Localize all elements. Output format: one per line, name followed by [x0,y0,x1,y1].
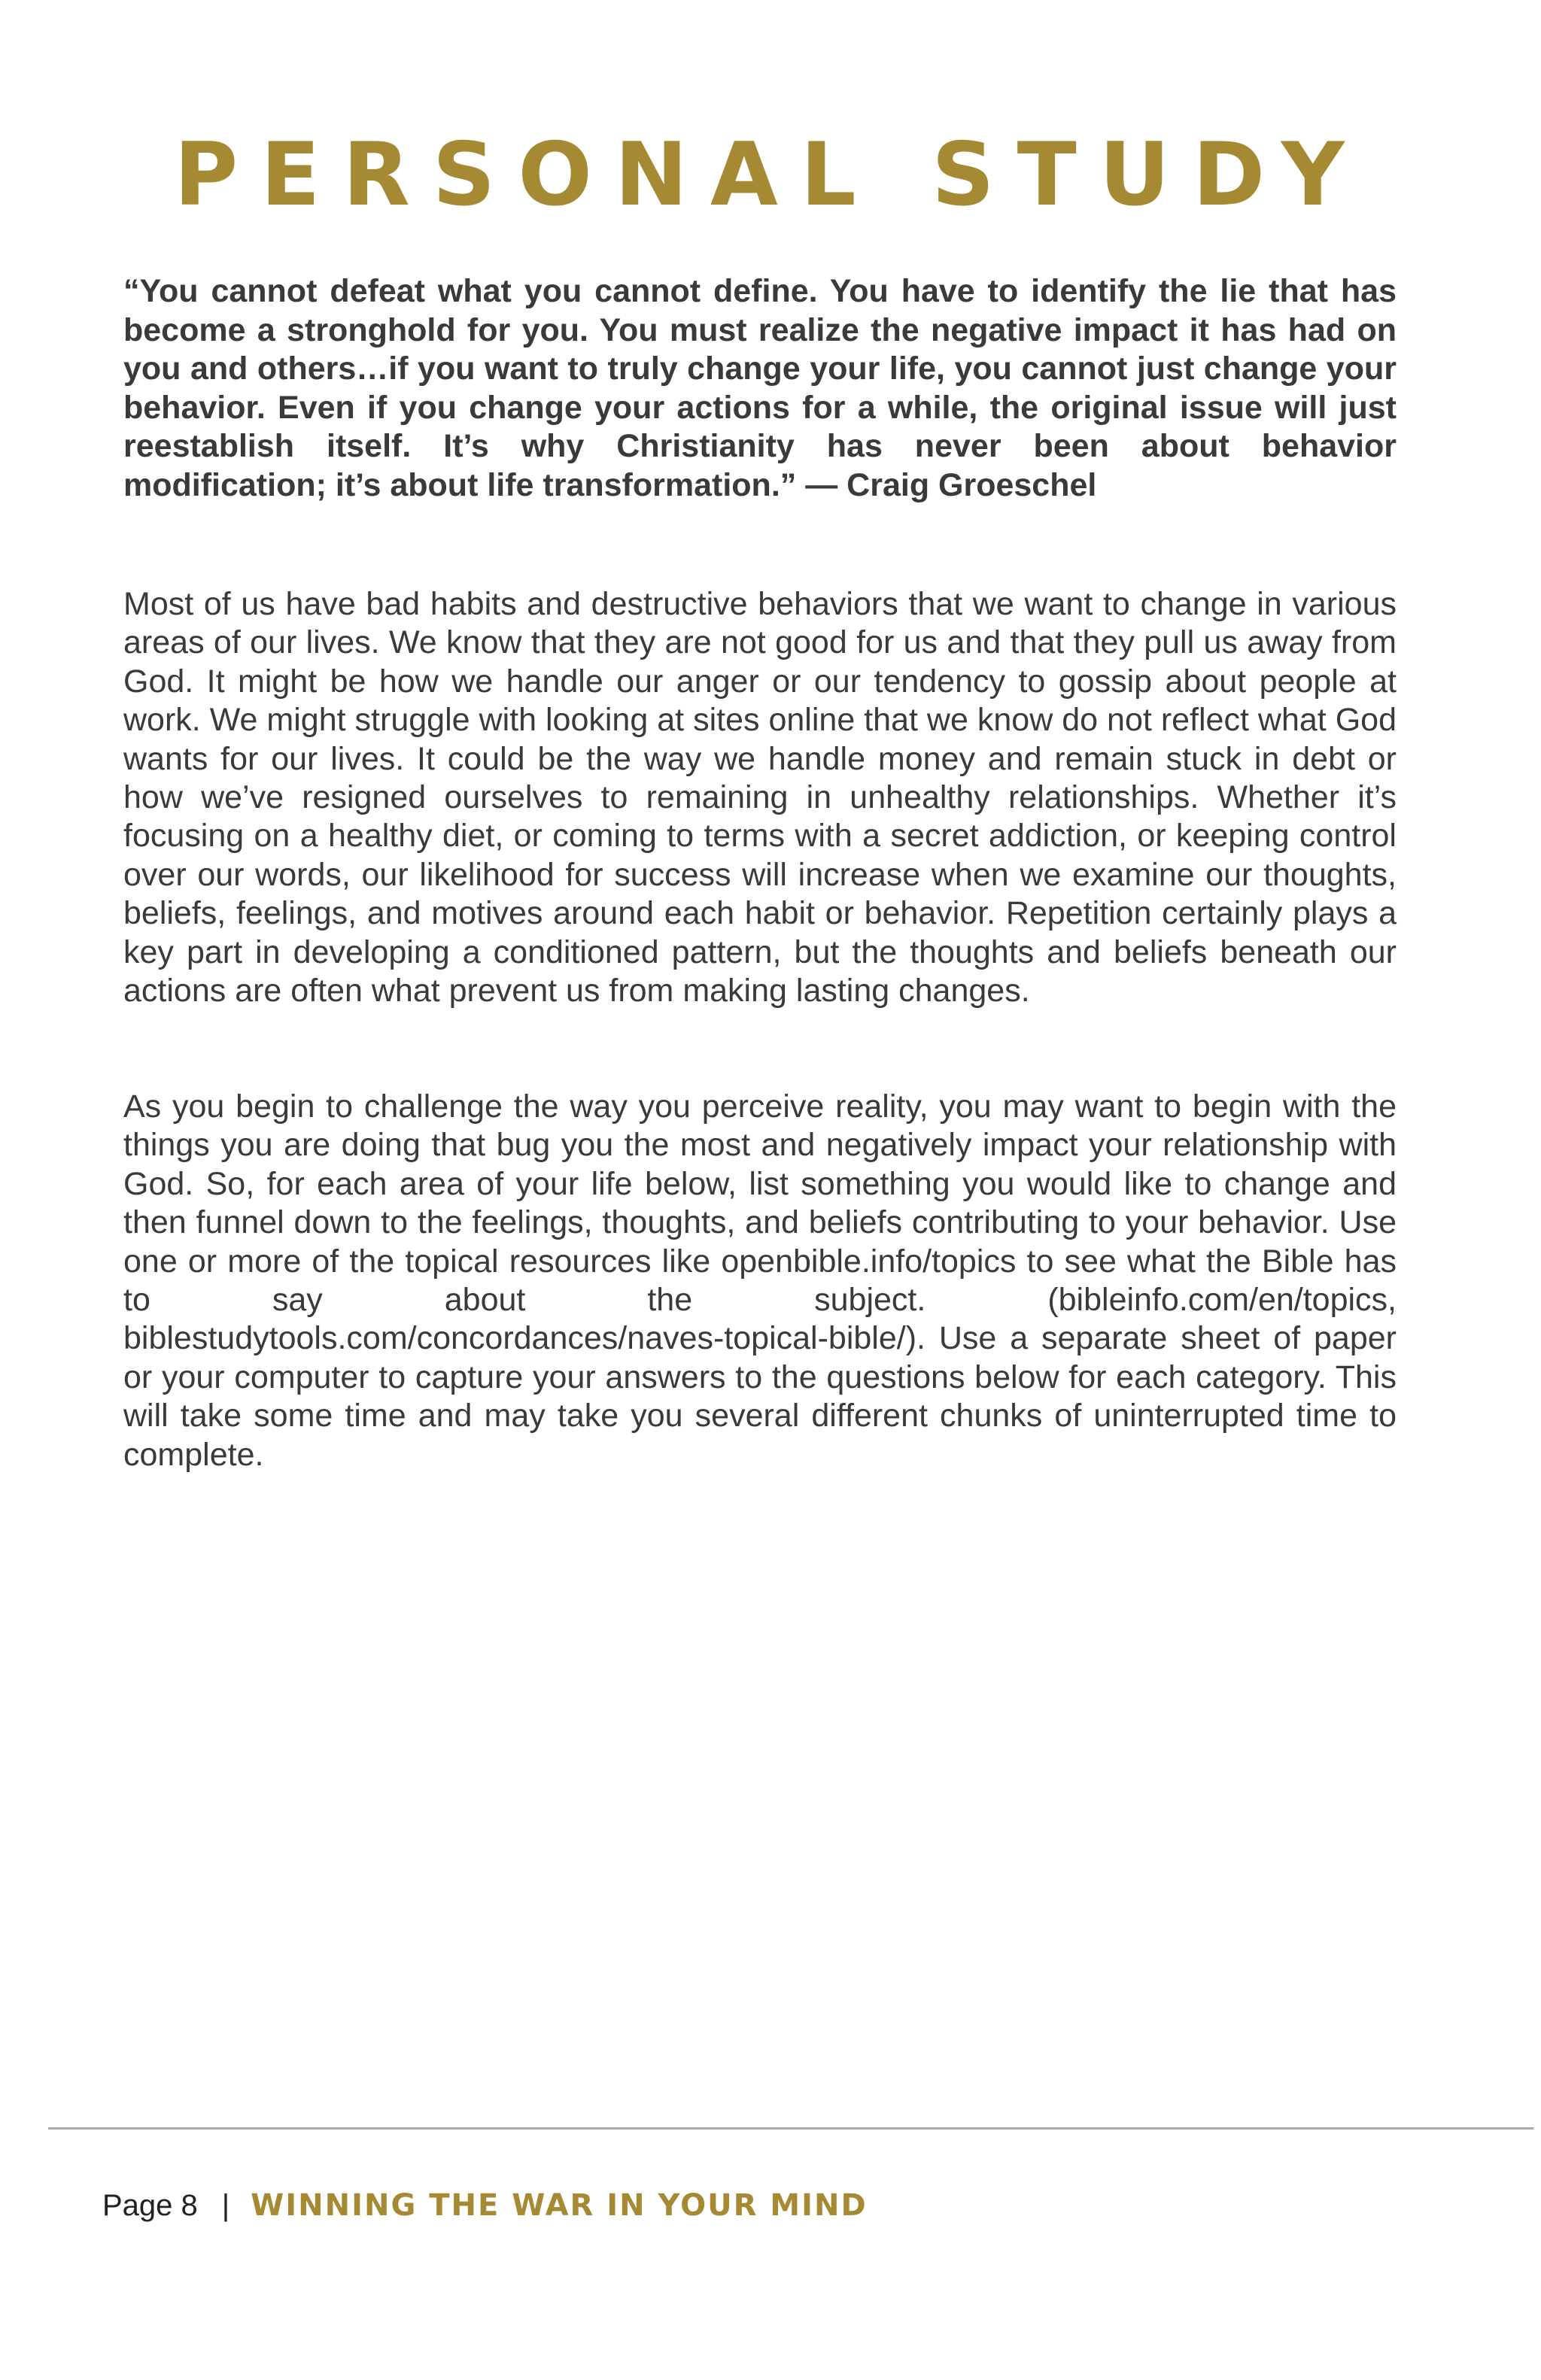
footer-separator: | [221,2188,230,2222]
body-paragraph-1: Most of us have bad habits and destructive behaviors that we want to change in various areas of our lives. We know that they are not good for us and that they pull us away from God. It might be how we handle our anger or our tendency to gossip about people at work. We might struggle with looking at sites online that we know do not reflect what God wants for our lives. It could be the way we handle money and remain stuck in debt or how we’ve resigned ourselves to remaining in unhealthy relationships. Whether it’s focusing on a healthy diet, or coming to terms with a secret addiction, or keeping control over our words, our likelihood for success will increase when we examine our thoughts, beliefs, feelings, and motives around each habit or behavior. Repetition certainly plays a key part in developing a conditioned pattern, but the thoughts and beliefs beneath our actions are often what prevent us from making lasting changes. [123,586,1397,1009]
pull-quote [123,272,1397,505]
quote-text: “You cannot defeat what you cannot define. You have to identify the lie that has become a stronghold for you. You must realize the negative impact it has had on you and others…if you want to truly change your life, you cannot just change your behavior. Even if you change your actions for a while, the original issue will just reestablish itself. It’s why Christianity has never been about behavior modification; it’s about life transformation.” [123,273,1397,503]
body-paragraph-2: As you begin to challenge the way you perceive reality, you may want to begin with the things you are doing that bug you the most and negatively impact your relationship with God. So, for each area of your life below, list something you would like to change and then funnel down to the feelings, thoughts, and beliefs contributing to your behavior. Use one or more of the topical resources like openbible.info/topics to see what the Bible has to say about the subject. (bibleinfo.com/en/topics, biblestudytools.com/concordances/naves-topical-bible/). Use a separate sheet of paper or your computer to capture your answers to the questions below for each category. This will take some time and may take you several different chunks of uninterrupted time to complete. [123,1088,1397,1473]
page-title: PERSONAL STUDY [174,124,1367,226]
footer-divider [48,2127,1533,2130]
page-number: Page 8 [102,2188,198,2222]
page-footer [102,2183,868,2228]
quote-attribution: — Craig Groeschel [805,466,1097,503]
book-title: WINNING THE WAR IN YOUR MIND [251,2188,868,2223]
